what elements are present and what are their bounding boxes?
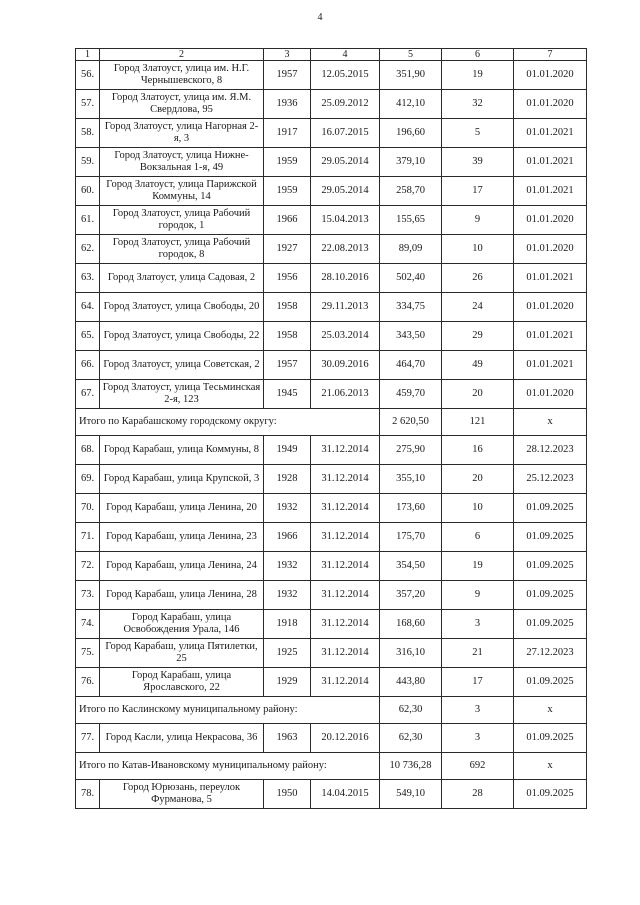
address-cell: Город Златоуст, улица Рабочий городок, 8 [100,235,264,264]
table-cell: 64. [76,293,100,322]
table-cell: 49 [442,351,514,380]
table-cell: 01.01.2020 [514,293,587,322]
table-row [76,206,587,235]
table-header-row [76,49,587,61]
table-row [76,494,587,523]
address-cell: Город Златоуст, улица им. Я.М. Свердлова, 95 [100,90,264,119]
table-cell: 343,50 [380,322,442,351]
address-cell: Город Карабаш, улица Пятилетки, 25 [100,639,264,668]
table-cell: 28.10.2016 [311,264,380,293]
table-cell: 29.05.2014 [311,177,380,206]
address-cell: Город Карабаш, улица Ленина, 20 [100,494,264,523]
subtotal-cell: 2 620,50 [380,409,442,436]
table-cell: 68. [76,436,100,465]
table-row [76,465,587,494]
table-row [76,639,587,668]
subtotal-cell: 3 [442,697,514,724]
table-row [76,780,587,809]
table-cell: 25.03.2014 [311,322,380,351]
table-cell: 155,65 [380,206,442,235]
subtotal-label: Итого по Катав-Ивановскому муниципальному району: [76,753,380,780]
address-cell: Город Златоуст, улица Тесьминская 2-я, 123 [100,380,264,409]
table-cell: 65. [76,322,100,351]
table-row [76,581,587,610]
table-cell: 1932 [264,581,311,610]
table-cell: 28 [442,780,514,809]
table-row [76,552,587,581]
subtotal-cell: 10 736,28 [380,753,442,780]
table-cell: 73. [76,581,100,610]
table-row [76,380,587,409]
table-cell: 29.11.2013 [311,293,380,322]
table-cell: 20.12.2016 [311,724,380,753]
table-cell: 175,70 [380,523,442,552]
table-cell: 31.12.2014 [311,581,380,610]
table-cell: 258,70 [380,177,442,206]
table-cell: 15.04.2013 [311,206,380,235]
table-cell: 01.09.2025 [514,610,587,639]
table-cell: 01.09.2025 [514,494,587,523]
address-cell: Город Карабаш, улица Освобождения Урала, 146 [100,610,264,639]
table-cell: 31.12.2014 [311,436,380,465]
table-cell: 1927 [264,235,311,264]
table-cell: 30.09.2016 [311,351,380,380]
table-cell: 01.01.2021 [514,119,587,148]
table-cell: 5 [442,119,514,148]
table-cell: 1956 [264,264,311,293]
table-cell: 1929 [264,668,311,697]
table-cell: 168,60 [380,610,442,639]
table-cell: 10 [442,494,514,523]
column-header: 1 [76,49,100,61]
table-cell: 443,80 [380,668,442,697]
table-cell: 01.01.2021 [514,322,587,351]
table-cell: 196,60 [380,119,442,148]
table-cell: 19 [442,552,514,581]
table-cell: 173,60 [380,494,442,523]
table-cell: 12.05.2015 [311,61,380,90]
table-cell: 01.01.2021 [514,177,587,206]
table-cell: 25.09.2012 [311,90,380,119]
table-row [76,351,587,380]
table-cell: 27.12.2023 [514,639,587,668]
table-cell: 01.01.2020 [514,61,587,90]
address-cell: Город Юрюзань, переулок Фурманова, 5 [100,780,264,809]
table-cell: 1958 [264,322,311,351]
table-cell: 1963 [264,724,311,753]
table-row [76,293,587,322]
table-cell: 75. [76,639,100,668]
table-cell: 502,40 [380,264,442,293]
table-cell: 549,10 [380,780,442,809]
table-cell: 01.09.2025 [514,780,587,809]
table-cell: 3 [442,610,514,639]
table-cell: 58. [76,119,100,148]
table-cell: 59. [76,148,100,177]
subtotal-label: Итого по Каслинскому муниципальному району: [76,697,380,724]
subtotal-cell: 121 [442,409,514,436]
address-cell: Город Карабаш, улица Ленина, 24 [100,552,264,581]
table-cell: 10 [442,235,514,264]
table-cell: 71. [76,523,100,552]
table-cell: 351,90 [380,61,442,90]
table-cell: 39 [442,148,514,177]
subtotal-cell: х [514,753,587,780]
table-cell: 29.05.2014 [311,148,380,177]
table-cell: 61. [76,206,100,235]
table-row [76,610,587,639]
table-row [76,235,587,264]
table-cell: 354,50 [380,552,442,581]
table-cell: 01.01.2020 [514,235,587,264]
table-cell: 1966 [264,206,311,235]
address-cell: Город Златоуст, улица Свободы, 22 [100,322,264,351]
table-cell: 31.12.2014 [311,465,380,494]
table-cell: 29 [442,322,514,351]
table-cell: 60. [76,177,100,206]
table-cell: 57. [76,90,100,119]
address-cell: Город Златоуст, улица Советская, 2 [100,351,264,380]
table-row [76,119,587,148]
table-cell: 77. [76,724,100,753]
table-cell: 01.01.2020 [514,380,587,409]
table-cell: 16.07.2015 [311,119,380,148]
table-cell: 21 [442,639,514,668]
page-number: 4 [317,12,323,23]
address-cell: Город Златоуст, улица Парижской Коммуны, 14 [100,177,264,206]
table-cell: 9 [442,581,514,610]
subtotal-row [76,697,587,724]
table-cell: 72. [76,552,100,581]
table-cell: 62. [76,235,100,264]
address-cell: Город Златоуст, улица Рабочий городок, 1 [100,206,264,235]
table-cell: 3 [442,724,514,753]
address-cell: Город Карабаш, улица Крупской, 3 [100,465,264,494]
table-cell: 19 [442,61,514,90]
address-cell: Город Златоуст, улица Нижне-Вокзальная 1-я, 49 [100,148,264,177]
table-cell: 01.09.2025 [514,523,587,552]
table-cell: 9 [442,206,514,235]
table-cell: 01.09.2025 [514,552,587,581]
table-cell: 01.01.2021 [514,351,587,380]
table-cell: 63. [76,264,100,293]
table-cell: 78. [76,780,100,809]
table-cell: 6 [442,523,514,552]
table-cell: 32 [442,90,514,119]
table-cell: 1917 [264,119,311,148]
table-cell: 1932 [264,552,311,581]
table-cell: 1959 [264,148,311,177]
table-cell: 56. [76,61,100,90]
table-cell: 01.01.2021 [514,148,587,177]
address-cell: Город Карабаш, улица Ленина, 28 [100,581,264,610]
table-cell: 31.12.2014 [311,610,380,639]
table-cell: 01.01.2020 [514,206,587,235]
table-cell: 28.12.2023 [514,436,587,465]
table-cell: 1932 [264,494,311,523]
table-cell: 1936 [264,90,311,119]
table-row [76,668,587,697]
table-cell: 01.09.2025 [514,724,587,753]
table-cell: 14.04.2015 [311,780,380,809]
table-row [76,436,587,465]
table-cell: 355,10 [380,465,442,494]
table-cell: 31.12.2014 [311,639,380,668]
table-cell: 357,20 [380,581,442,610]
table-cell: 16 [442,436,514,465]
table-cell: 1966 [264,523,311,552]
table-cell: 31.12.2014 [311,494,380,523]
address-cell: Город Златоуст, улица Свободы, 20 [100,293,264,322]
table-cell: 01.09.2025 [514,581,587,610]
table-cell: 26 [442,264,514,293]
table-row [76,264,587,293]
table-cell: 1957 [264,351,311,380]
address-cell: Город Карабаш, улица Ярославского, 22 [100,668,264,697]
table-cell: 69. [76,465,100,494]
address-cell: Город Касли, улица Некрасова, 36 [100,724,264,753]
table-cell: 70. [76,494,100,523]
table-cell: 01.09.2025 [514,668,587,697]
table-row [76,724,587,753]
column-header: 6 [442,49,514,61]
subtotal-row [76,753,587,780]
table-cell: 17 [442,177,514,206]
address-cell: Город Златоуст, улица Садовая, 2 [100,264,264,293]
subtotal-cell: 692 [442,753,514,780]
table-cell: 1958 [264,293,311,322]
table-cell: 17 [442,668,514,697]
table-cell: 379,10 [380,148,442,177]
subtotal-cell: х [514,409,587,436]
table-row [76,90,587,119]
table-row [76,322,587,351]
table-cell: 67. [76,380,100,409]
table-cell: 21.06.2013 [311,380,380,409]
table-cell: 1918 [264,610,311,639]
table-cell: 1950 [264,780,311,809]
table-cell: 01.01.2021 [514,264,587,293]
table-row [76,177,587,206]
table-cell: 412,10 [380,90,442,119]
table-cell: 334,75 [380,293,442,322]
table-cell: 01.01.2020 [514,90,587,119]
table-cell: 1925 [264,639,311,668]
column-header: 5 [380,49,442,61]
table-cell: 459,70 [380,380,442,409]
table-cell: 76. [76,668,100,697]
table-cell: 1959 [264,177,311,206]
table-cell: 20 [442,465,514,494]
address-cell: Город Златоуст, улица Нагорная 2-я, 3 [100,119,264,148]
table-cell: 464,70 [380,351,442,380]
table-cell: 1957 [264,61,311,90]
table-cell: 89,09 [380,235,442,264]
table-cell: 62,30 [380,724,442,753]
subtotal-label: Итого по Карабашскому городскому округу: [76,409,380,436]
table-cell: 66. [76,351,100,380]
table-cell: 1928 [264,465,311,494]
housing-table [75,48,587,809]
address-cell: Город Златоуст, улица им. Н.Г. Чернышевского, 8 [100,61,264,90]
address-cell: Город Карабаш, улица Ленина, 23 [100,523,264,552]
table-cell: 22.08.2013 [311,235,380,264]
table-row [76,523,587,552]
subtotal-row [76,409,587,436]
subtotal-cell: х [514,697,587,724]
table-row [76,148,587,177]
column-header: 3 [264,49,311,61]
column-header: 2 [100,49,264,61]
address-cell: Город Карабаш, улица Коммуны, 8 [100,436,264,465]
table-cell: 275,90 [380,436,442,465]
subtotal-cell: 62,30 [380,697,442,724]
column-header: 7 [514,49,587,61]
table-cell: 31.12.2014 [311,523,380,552]
table-cell: 25.12.2023 [514,465,587,494]
table-cell: 1949 [264,436,311,465]
table-cell: 31.12.2014 [311,552,380,581]
table-cell: 31.12.2014 [311,668,380,697]
table-row [76,61,587,90]
table-cell: 24 [442,293,514,322]
table-cell: 1945 [264,380,311,409]
table-cell: 74. [76,610,100,639]
column-header: 4 [311,49,380,61]
table-cell: 20 [442,380,514,409]
table-cell: 316,10 [380,639,442,668]
